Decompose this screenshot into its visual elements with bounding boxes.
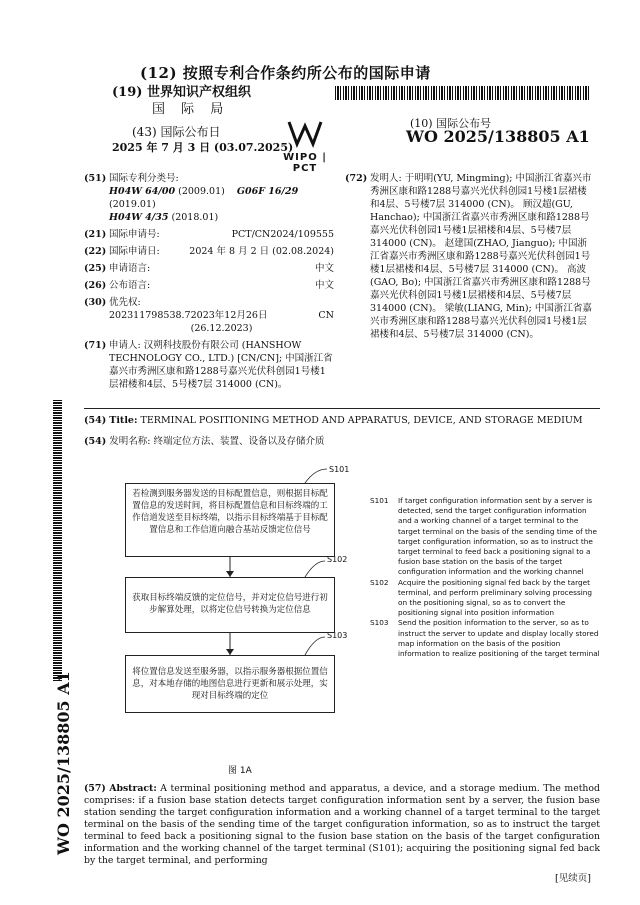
- field-code: (51): [84, 173, 107, 184]
- field-code: (25): [84, 263, 107, 274]
- ipc-3: H04W 4/35: [109, 212, 169, 223]
- organization-block: [112, 84, 251, 118]
- field-code: (71): [84, 340, 107, 351]
- field-71: [84, 339, 334, 391]
- priority-country: CN: [318, 310, 334, 321]
- applicant-text: 申请人: 汉朔科技股份有限公司 (HANSHOW TECHNOLOGY CO., LTD.) [CN/CN]; 中国浙江省嘉兴市秀洲区康和路1288号嘉兴光伏科创园1号楼1层裙楼和4层、5号楼7层 314000 (CN)。: [109, 340, 333, 390]
- org-subname: 国 际 局: [152, 102, 230, 117]
- inventors-text: 发明人: 于明明(YU, Mingming); 中国浙江省嘉兴市秀洲区康和路1288号嘉兴光伏科创园1号楼1层裙楼和4层、5号楼7层 314000 (CN)。 顾汉超(GU, Hanchao); 中国浙江省嘉兴市秀洲区康和路1288号嘉兴光伏科创园1号楼1层裙楼和4层、5号楼7层 314000 (CN)。 赵建国(ZHAO, Jianguo); 中国浙江省嘉兴市秀洲区康和路1288号嘉兴光伏科创园1号楼1层裙楼和4层、5号楼7层 314000 (CN)。 高波(GAO, Bo); 中国浙江省嘉兴市秀洲区康和路1288号嘉兴光伏科创园1号楼1层裙楼和4层、5号楼7层 314000 (CN)。 梁敏(LIANG, Min); 中国浙江省嘉兴市秀洲区康和路1288号嘉兴光伏科创园1号楼1层裙楼和4层、5号楼7层 314000 (CN)。: [370, 173, 592, 340]
- step-text: Send the position information to the server, so as to instruct the server to update and display locally stored map information on the basis of the position information to realize positioning of the target terminal: [398, 618, 600, 659]
- pubdate-label: 国际公布日: [160, 125, 221, 139]
- title-code: (54): [84, 415, 107, 426]
- step-id: S103: [370, 618, 389, 628]
- field-26: [84, 279, 334, 292]
- org-name: 世界知识产权组织: [146, 85, 251, 100]
- document-type-heading: (12) 按照专利合作条约所公布的国际申请: [140, 64, 431, 82]
- org-code: (19): [112, 85, 143, 100]
- field-72: [345, 172, 595, 341]
- publication-date-block: [112, 124, 293, 156]
- pubdate-value: 2025 年 7 月 3 日 (03.07.2025): [112, 141, 294, 154]
- title-english: [84, 415, 583, 426]
- field-code: (21): [84, 229, 107, 240]
- step-tag-s101: S101: [329, 465, 350, 474]
- step-descriptions: [370, 496, 602, 659]
- priority-date: 2023年12月26日 (26.12.2023): [190, 310, 268, 334]
- ipc-1: H04W 64/00: [109, 186, 176, 197]
- flowchart-figure: [115, 465, 355, 765]
- filing-date: 2024 年 8 月 2 日 (02.08.2024): [189, 246, 334, 257]
- wipo-logo: [270, 118, 340, 174]
- title-text: TERMINAL POSITIONING METHOD AND APPARATUS, DEVICE, AND STORAGE MEDIUM: [140, 415, 583, 426]
- field-code: (72): [345, 173, 368, 184]
- step-text: If target configuration information sent by a server is detected, send the target configuration information and a working channel of a target terminal to the target terminal on the basis of the sending time of the target configuration information, so as to instruct the target terminal to feed back a positioning signal to a fusion base station on the basis of the target configuration information and the working channel: [398, 496, 597, 577]
- filing-language: 中文: [314, 263, 334, 274]
- pubno-label: (10) 国际公布号: [410, 117, 492, 130]
- step-tag-s102: S102: [327, 555, 348, 564]
- abstract-label: Abstract:: [109, 783, 157, 794]
- step-id: S101: [370, 496, 389, 505]
- abstract-text: A terminal positioning method and apparatus, a device, and a storage medium. The method comprises: if a fusion base station detects target configuration information sent by a server, the fusion base station sending the target configuration information and a working channel of a target terminal to the target terminal on the basis of the sending time of the target configuration information, so as to instruct the target terminal to feed back a positioning signal to the fusion base station on the basis of the target configuration information and the working channel of the target terminal (S101); acquiring the positioning signal fed back by the target terminal, and performing: [84, 783, 600, 866]
- flow-box-2: 获取目标终端反馈的定位信号，并对定位信号进行初步解算处理，以将定位信号转换为定位信息: [125, 577, 335, 633]
- field-30: [84, 296, 334, 335]
- abstract-code: (57): [84, 783, 106, 794]
- field-label: 申请语言:: [109, 263, 151, 274]
- field-label: 国际申请号:: [109, 229, 160, 240]
- ipc-3-date: (2018.01): [171, 212, 219, 223]
- step-item: [370, 618, 602, 659]
- field-label: 优先权:: [109, 297, 141, 308]
- continued-note: [见续页]: [555, 873, 591, 884]
- field-label: 国际申请日:: [109, 246, 160, 257]
- field-code: (30): [84, 297, 107, 308]
- wipo-logo-text: WIPO | PCT: [283, 152, 327, 174]
- wipo-emblem-icon: [285, 118, 325, 148]
- ipc-2-date: (2019.01): [109, 199, 156, 210]
- step-id: S102: [370, 577, 389, 587]
- field-22: [84, 245, 334, 258]
- field-21: [84, 228, 334, 241]
- field-25: [84, 262, 334, 275]
- priority-number: 202311798538.7: [109, 310, 191, 321]
- field-code: (22): [84, 246, 107, 257]
- publication-language: 中文: [314, 280, 334, 291]
- field-label: 公布语言:: [109, 280, 151, 291]
- field-label: 国际专利分类号:: [109, 173, 179, 184]
- side-publication-number: [54, 671, 73, 855]
- side-pubno-text: WO 2025/138805 A1: [54, 671, 73, 855]
- ipc-1-date: (2009.01): [178, 186, 225, 197]
- publication-number: WO 2025/138805 A1: [406, 127, 590, 146]
- pubdate-code: (43): [132, 125, 157, 139]
- ipc-2: G06F 16/29: [236, 186, 299, 197]
- flow-box-1: 若检测到服务器发送的目标配置信息，则根据目标配置信息的发送时间，将目标配置信息和目标终端的工作信道发送至目标终端，以指示目标终端基于目标配置信息和工作信道向融合基站反馈定位信号: [125, 483, 335, 557]
- step-item: [370, 496, 602, 578]
- title-code: (54): [84, 436, 107, 447]
- title-chinese: [84, 433, 324, 447]
- field-51: [84, 172, 334, 224]
- bibliographic-right: [345, 172, 595, 345]
- application-number: PCT/CN2024/109555: [231, 229, 334, 240]
- title-label: Title:: [109, 415, 138, 426]
- step-tag-s103: S103: [327, 631, 348, 640]
- field-code: (26): [84, 280, 107, 291]
- title-text: 发明名称: 终端定位方法、装置、设备以及存储介质: [109, 436, 325, 447]
- step-item: [370, 578, 602, 619]
- figure-caption: 图 1A: [228, 766, 252, 776]
- step-text: Acquire the positioning signal fed back by the target terminal, and perform preliminary solving processing on the positioning signal, so as to convert the positioning signal into position information: [398, 577, 593, 618]
- barcode: [335, 86, 590, 100]
- abstract: [84, 783, 600, 867]
- bibliographic-left: [84, 172, 334, 395]
- flow-box-3: 将位置信息发送至服务器，以指示服务器根据位置信息，对本地存储的地图信息进行更新和展示处理，实现对目标终端的定位: [125, 655, 335, 713]
- separator-rule: [84, 408, 600, 409]
- side-barcode: [53, 400, 62, 682]
